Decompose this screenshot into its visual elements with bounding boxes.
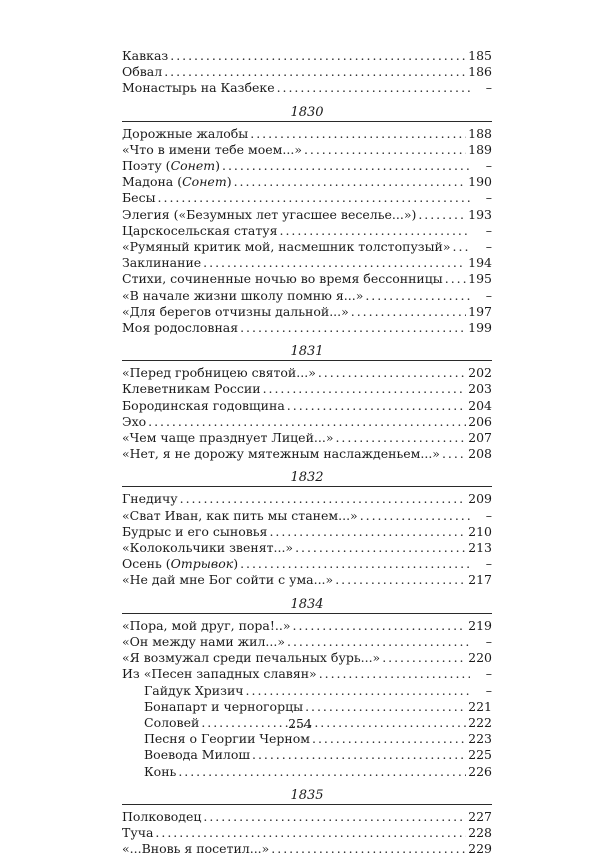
dot-leader — [312, 731, 466, 747]
entry-page-number: 185 — [468, 48, 492, 63]
entry-title-text: Бородинская годовщина — [122, 397, 285, 413]
dot-leader — [180, 491, 466, 507]
entry-title — [122, 809, 201, 825]
dot-leader — [158, 190, 470, 206]
entry-title — [122, 841, 269, 857]
entry-title — [122, 825, 153, 841]
dot-leader — [293, 618, 467, 634]
dot-leader — [240, 320, 466, 336]
dot-leader — [164, 64, 466, 80]
dot-leader — [148, 414, 466, 430]
toc-entry — [122, 190, 492, 206]
entry-page-number: 221 — [468, 698, 492, 714]
entry-title — [122, 80, 275, 96]
toc-entry — [122, 634, 492, 650]
toc-entry — [122, 381, 492, 397]
toc-entry — [122, 556, 492, 572]
toc-entry — [122, 239, 492, 255]
dot-leader — [155, 825, 466, 841]
dot-leader — [234, 174, 467, 190]
dot-leader — [305, 699, 466, 715]
entry-page-number: – — [485, 666, 492, 682]
entry-title — [122, 174, 232, 190]
entry-title-text: Воевода Милош — [144, 747, 251, 763]
dot-leader — [382, 650, 466, 666]
year-heading: 1831 — [122, 344, 492, 361]
entry-title-text: «Он между нами жил...» — [122, 633, 285, 649]
entry-title-text: Дорожные жалобы — [122, 125, 249, 141]
entry-page-number: 199 — [468, 320, 492, 336]
entry-title — [144, 731, 310, 747]
entry-title-text: Кавказ — [122, 48, 169, 63]
dot-leader — [203, 255, 466, 271]
dot-leader — [222, 158, 470, 174]
entry-page-number: – — [485, 633, 492, 649]
toc-entry — [122, 80, 492, 96]
entry-title-text: Царскосельская статуя — [122, 222, 278, 238]
entry-title-text: Моя родословная — [122, 320, 239, 336]
dot-leader — [360, 508, 470, 524]
table-of-contents — [122, 48, 492, 857]
entry-title-text: Туча — [122, 824, 154, 840]
entry-title-text: Бесы — [122, 190, 156, 206]
entry-page-number: 197 — [468, 303, 492, 319]
entry-title-text: Клеветникам России — [122, 381, 261, 397]
entry-title — [122, 64, 162, 80]
entry-title-text: «Нет, я не дорожу мятежным наслажденьем...» — [122, 446, 440, 462]
page-number: 254 — [288, 716, 312, 731]
dot-leader — [295, 540, 466, 556]
dot-leader — [277, 80, 470, 96]
toc-entry — [122, 158, 492, 174]
entry-title-text: Заклинание — [122, 255, 202, 271]
entry-title — [122, 524, 267, 540]
entry-title — [122, 556, 238, 572]
entry-page-number: 223 — [468, 731, 492, 747]
entry-page-number: 190 — [468, 174, 492, 190]
toc-entry — [122, 48, 492, 64]
entry-page-number: 225 — [468, 747, 492, 763]
entry-page-number: 228 — [468, 824, 492, 840]
entry-title — [122, 320, 238, 336]
entry-page-number: 194 — [468, 255, 492, 271]
entry-page-number: 206 — [468, 413, 492, 429]
dot-leader — [445, 271, 466, 287]
entry-title — [122, 666, 317, 682]
toc-entry — [122, 304, 492, 320]
entry-title-text: Элегия («Безумных лет угасшее веселье...») — [122, 206, 417, 222]
dot-leader — [246, 683, 470, 699]
entry-title-end: ) — [233, 556, 239, 572]
dot-leader — [365, 288, 470, 304]
toc-entry — [122, 825, 492, 841]
toc-entry — [122, 430, 492, 446]
entry-title-text: Конь — [144, 763, 177, 779]
toc-entry — [122, 365, 492, 381]
entry-title — [122, 650, 380, 666]
dot-leader — [178, 764, 466, 780]
entry-title-text: «Сват Иван, как пить мы станем...» — [122, 507, 358, 523]
entry-page-number: 189 — [468, 141, 492, 157]
entry-page-number: – — [485, 287, 492, 303]
year-heading: 1832 — [122, 470, 492, 487]
entry-title — [122, 271, 443, 287]
entry-title — [122, 142, 302, 158]
toc-entry — [122, 64, 492, 80]
toc-entry — [122, 142, 492, 158]
entry-page-number: 195 — [468, 271, 492, 287]
dot-leader — [453, 239, 470, 255]
entry-title — [122, 255, 201, 271]
entry-title — [122, 414, 146, 430]
dot-leader — [351, 304, 466, 320]
entry-page-number: 227 — [468, 808, 492, 824]
entry-title-text: «Пора, мой друг, пора!..» — [122, 617, 291, 633]
toc-entry — [122, 841, 492, 857]
entry-page-number: – — [485, 507, 492, 523]
toc-entry — [122, 764, 492, 780]
toc-entry — [122, 666, 492, 682]
toc-entry — [122, 414, 492, 430]
entry-page-number: – — [485, 682, 492, 698]
entry-title — [122, 207, 416, 223]
entry-title-text: Соловей — [144, 714, 200, 730]
entry-title — [122, 508, 358, 524]
entry-page-number: 217 — [468, 572, 492, 588]
entry-page-number: – — [485, 556, 492, 572]
entry-title-italic: Сонет — [182, 174, 227, 190]
entry-title — [144, 683, 244, 699]
entry-title — [122, 48, 168, 64]
entry-page-number: 210 — [468, 523, 492, 539]
dot-leader — [269, 524, 466, 540]
toc-entry — [122, 446, 492, 462]
toc-entry — [122, 320, 492, 336]
entry-title-text: Осень ( — [122, 556, 171, 572]
entry-title — [122, 304, 349, 320]
toc-entry — [122, 126, 492, 142]
dot-leader — [287, 398, 466, 414]
entry-title-text: Песня о Георгии Черном — [144, 731, 311, 747]
entry-title-text: Стихи, сочиненные ночью во время бессонницы — [122, 271, 443, 287]
entry-page-number: 208 — [468, 446, 492, 462]
entry-title-text: Будрыс и его сыновья — [122, 523, 268, 539]
toc-entry — [122, 491, 492, 507]
entry-title — [122, 430, 333, 446]
dot-leader — [240, 556, 470, 572]
toc-entry — [122, 731, 492, 747]
toc-entry — [122, 207, 492, 223]
dot-leader — [335, 430, 466, 446]
entry-title-text: Полководец — [122, 808, 202, 824]
entry-title-text: «Перед гробницею святой...» — [122, 365, 316, 381]
entry-page-number: 207 — [468, 430, 492, 446]
entry-title — [122, 491, 178, 507]
entry-page-number: 186 — [468, 64, 492, 80]
toc-entry — [122, 271, 492, 287]
dot-leader — [271, 841, 466, 857]
entry-title — [122, 634, 285, 650]
entry-title-text: Обвал — [122, 64, 163, 80]
toc-entry — [122, 618, 492, 634]
entry-page-number: – — [485, 80, 492, 96]
entry-title-end: ) — [226, 174, 232, 190]
dot-leader — [263, 381, 467, 397]
toc-entry — [122, 540, 492, 556]
entry-page-number: 209 — [468, 491, 492, 507]
entry-title-text: Эхо — [122, 413, 147, 429]
entry-title-text: Бонапарт и черногорцы — [144, 698, 304, 714]
entry-page-number: 203 — [468, 381, 492, 397]
entry-title — [122, 126, 248, 142]
dot-leader — [280, 223, 471, 239]
entry-title — [122, 540, 293, 556]
entry-title — [122, 190, 156, 206]
toc-entry — [122, 508, 492, 524]
entry-title — [122, 239, 451, 255]
entry-title — [122, 223, 278, 239]
year-heading: 1830 — [122, 105, 492, 122]
dot-leader — [418, 207, 466, 223]
entry-title-text: «Румяный критик мой, насмешник толстопузый» — [122, 239, 451, 255]
dot-leader — [304, 142, 466, 158]
entry-page-number: 220 — [468, 650, 492, 666]
toc-entry — [122, 174, 492, 190]
entry-title-text: Гнедичу — [122, 491, 178, 507]
dot-leader — [203, 809, 466, 825]
entry-title-italic: Сонет — [170, 158, 216, 174]
entry-title-text: «Что в имени тебе моем...» — [122, 141, 302, 157]
toc-entry — [122, 809, 492, 825]
entry-page-number: 202 — [468, 365, 492, 381]
entry-title-text: «...Вновь я посетил...» — [122, 841, 270, 857]
entry-title-end: ) — [215, 158, 221, 174]
year-heading: 1834 — [122, 597, 492, 614]
entry-page-number: – — [485, 239, 492, 255]
entry-page-number: 229 — [468, 841, 492, 857]
toc-entry — [122, 699, 492, 715]
entry-title-text: Мадона ( — [122, 174, 183, 190]
toc-entry — [122, 223, 492, 239]
dot-leader — [250, 126, 466, 142]
entry-title-text: Монастырь на Казбеке — [122, 80, 275, 96]
dot-leader — [287, 634, 470, 650]
entry-title — [122, 288, 363, 304]
toc-entry — [122, 572, 492, 588]
year-heading: 1835 — [122, 788, 492, 805]
toc-entry — [122, 524, 492, 540]
toc-entry — [122, 683, 492, 699]
entry-page-number: 226 — [468, 763, 492, 779]
entry-title — [122, 398, 285, 414]
entry-title — [144, 699, 303, 715]
entry-title — [122, 572, 333, 588]
entry-title — [122, 446, 440, 462]
entry-title-text: «Колокольчики звенят...» — [122, 540, 294, 556]
entry-page-number: 213 — [468, 540, 492, 556]
dot-leader — [442, 446, 466, 462]
entry-title — [122, 618, 291, 634]
entry-title — [122, 158, 220, 174]
entry-page-number: 204 — [468, 397, 492, 413]
dot-leader — [335, 572, 466, 588]
toc-entry — [122, 398, 492, 414]
entry-page-number: 219 — [468, 617, 492, 633]
entry-page-number: – — [485, 222, 492, 238]
entry-page-number: 193 — [468, 206, 492, 222]
dot-leader — [319, 666, 470, 682]
toc-entry — [122, 288, 492, 304]
entry-title-text: «Для берегов отчизны дальной...» — [122, 303, 349, 319]
entry-title-italic: Отрывок — [170, 556, 234, 572]
entry-title-text: «Не дай мне Бог сойти с ума...» — [122, 572, 334, 588]
entry-title — [122, 365, 316, 381]
entry-title — [144, 764, 176, 780]
dot-leader — [170, 48, 466, 64]
toc-entry — [122, 650, 492, 666]
entry-title-text: Из «Песен западных славян» — [122, 666, 317, 682]
entry-title-text: «Я возмужал среди печальных бурь...» — [122, 650, 381, 666]
entry-title-text: Гайдук Хризич — [144, 682, 244, 698]
dot-leader — [318, 365, 466, 381]
entry-title-text: Поэту ( — [122, 158, 171, 174]
entry-page-number: – — [485, 158, 492, 174]
entry-title-text: «В начале жизни школу помню я...» — [122, 287, 364, 303]
entry-page-number: 222 — [468, 714, 492, 730]
entry-page-number: – — [485, 190, 492, 206]
entry-page-number: 188 — [468, 125, 492, 141]
toc-entry — [122, 255, 492, 271]
entry-title — [122, 381, 261, 397]
entry-title-text: «Чем чаще празднует Лицей...» — [122, 430, 334, 446]
